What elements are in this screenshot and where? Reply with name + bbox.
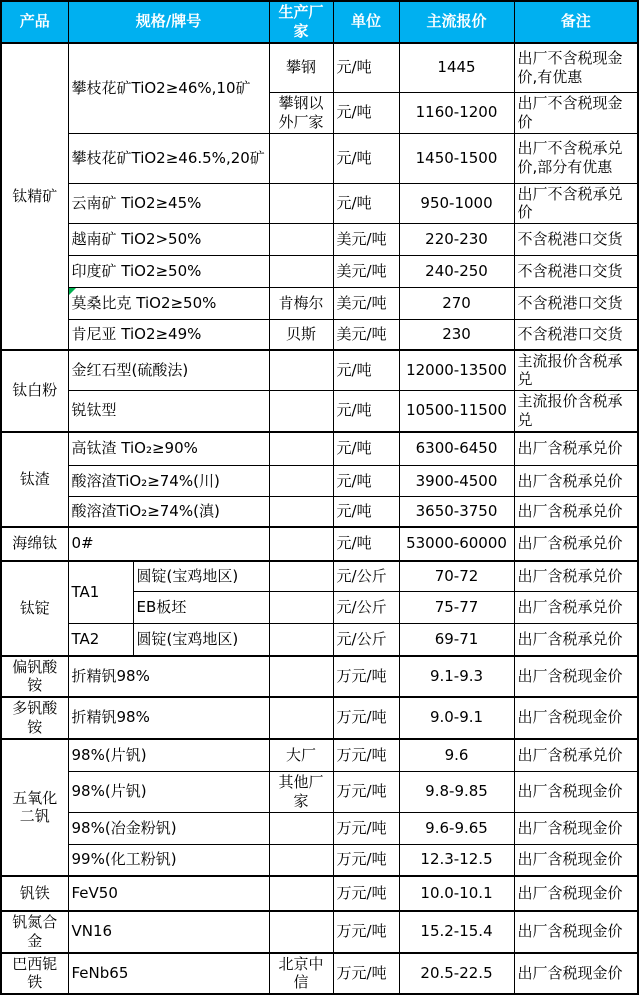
maker-cell: 北京中信: [269, 953, 333, 995]
table-row: [1, 43, 638, 93]
unit-cell: 万元/吨: [333, 812, 399, 844]
header-product: 产品: [1, 1, 68, 43]
product-cell: 海绵钛: [1, 527, 68, 561]
table-row: [1, 497, 638, 527]
product-cell: 钛渣: [1, 432, 68, 527]
note-cell: 出厂不含税现金价,有优惠: [514, 43, 638, 93]
unit-cell: 万元/吨: [333, 911, 399, 953]
header-price: 主流报价: [399, 1, 514, 43]
table-row: [1, 656, 638, 698]
spec-cell: 0#: [68, 527, 269, 561]
unit-cell: 美元/吨: [333, 224, 399, 256]
header-unit: 单位: [333, 1, 399, 43]
unit-cell: 美元/吨: [333, 288, 399, 320]
unit-cell: 元/吨: [333, 350, 399, 391]
note-cell: 出厂含税现金价: [514, 844, 638, 876]
price-cell: 9.6: [399, 739, 514, 772]
spec-cell: 攀枝花矿TiO2≥46.5%,20矿: [68, 133, 269, 183]
unit-cell: 万元/吨: [333, 697, 399, 739]
spec-cell: FeNb65: [68, 953, 269, 995]
note-cell: 不含税港口交货: [514, 288, 638, 320]
spec-cell: FeV50: [68, 876, 269, 911]
maker-cell: [269, 183, 333, 224]
unit-cell: 元/公斤: [333, 592, 399, 624]
maker-cell: 贝斯: [269, 320, 333, 350]
unit-cell: 元/吨: [333, 93, 399, 134]
maker-cell: [269, 561, 333, 592]
grade-cell: TA2: [68, 624, 133, 656]
maker-cell: [269, 256, 333, 288]
spec-cell: 印度矿 TiO2≥50%: [68, 256, 269, 288]
price-cell: 1160-1200: [399, 93, 514, 134]
spec-cell: 锐钛型: [68, 391, 269, 432]
spec-cell: 酸溶渣TiO₂≥74%(滇): [68, 497, 269, 527]
unit-cell: 元/公斤: [333, 624, 399, 656]
price-cell: 9.6-9.65: [399, 812, 514, 844]
unit-cell: 元/吨: [333, 466, 399, 497]
table-row: [1, 697, 638, 739]
price-cell: 12000-13500: [399, 350, 514, 391]
note-cell: 不含税港口交货: [514, 256, 638, 288]
unit-cell: 万元/吨: [333, 739, 399, 772]
table-row: [1, 432, 638, 466]
spec-cell: 越南矿 TiO2>50%: [68, 224, 269, 256]
note-cell: 出厂含税承兑价: [514, 561, 638, 592]
spec-cell: 98%(片钒): [68, 772, 269, 813]
note-cell: 出厂含税承兑价: [514, 432, 638, 466]
unit-cell: 元/吨: [333, 497, 399, 527]
maker-cell: [269, 224, 333, 256]
maker-cell: [269, 432, 333, 466]
unit-cell: 元/吨: [333, 43, 399, 93]
note-cell: 出厂含税现金价: [514, 772, 638, 813]
price-cell: 3650-3750: [399, 497, 514, 527]
unit-cell: 元/吨: [333, 183, 399, 224]
price-cell: 70-72: [399, 561, 514, 592]
table-row: [1, 953, 638, 995]
unit-cell: 万元/吨: [333, 656, 399, 698]
price-cell: 1445: [399, 43, 514, 93]
maker-cell: [269, 876, 333, 911]
table-row: [1, 288, 638, 320]
unit-cell: 元/吨: [333, 527, 399, 561]
price-cell: 53000-60000: [399, 527, 514, 561]
table-row: [1, 466, 638, 497]
price-cell: 240-250: [399, 256, 514, 288]
table-row: [1, 772, 638, 813]
maker-cell: [269, 350, 333, 391]
table-row: [1, 133, 638, 183]
price-cell: 270: [399, 288, 514, 320]
spec-cell: VN16: [68, 911, 269, 953]
spec-cell: 98%(冶金粉钒): [68, 812, 269, 844]
maker-cell: [269, 497, 333, 527]
product-cell: 钛精矿: [1, 43, 68, 350]
spec-cell: 云南矿 TiO2≥45%: [68, 183, 269, 224]
spec-cell: 圆锭(宝鸡地区): [133, 561, 269, 592]
maker-cell: [269, 133, 333, 183]
maker-cell: [269, 812, 333, 844]
price-cell: 9.8-9.85: [399, 772, 514, 813]
spec-cell: 酸溶渣TiO₂≥74%(川): [68, 466, 269, 497]
price-cell: 950-1000: [399, 183, 514, 224]
price-cell: 20.5-22.5: [399, 953, 514, 995]
maker-cell: [269, 592, 333, 624]
maker-cell: [269, 697, 333, 739]
maker-cell: 攀钢以外厂家: [269, 93, 333, 134]
table-row: [1, 739, 638, 772]
note-cell: 不含税港口交货: [514, 320, 638, 350]
spec-cell: 折精钒98%: [68, 656, 269, 698]
table-row: [1, 812, 638, 844]
price-cell: 220-230: [399, 224, 514, 256]
product-cell: 多钒酸铵: [1, 697, 68, 739]
spec-cell: 攀枝花矿TiO2≥46%,10矿: [68, 43, 269, 134]
maker-cell: [269, 527, 333, 561]
note-cell: 出厂含税承兑价: [514, 739, 638, 772]
table-row: [1, 391, 638, 432]
note-cell: 出厂含税现金价: [514, 812, 638, 844]
maker-cell: [269, 466, 333, 497]
product-cell: 偏钒酸铵: [1, 656, 68, 698]
product-cell: 钒氮合金: [1, 911, 68, 953]
note-cell: 出厂含税现金价: [514, 697, 638, 739]
spec-cell: 高钛渣 TiO₂≥90%: [68, 432, 269, 466]
price-cell: 15.2-15.4: [399, 911, 514, 953]
maker-cell: 攀钢: [269, 43, 333, 93]
note-cell: 出厂含税现金价: [514, 876, 638, 911]
product-cell: 钛白粉: [1, 350, 68, 432]
unit-cell: 元/吨: [333, 133, 399, 183]
price-cell: 10.0-10.1: [399, 876, 514, 911]
maker-cell: [269, 624, 333, 656]
table-row: [1, 911, 638, 953]
grade-cell: TA1: [68, 561, 133, 624]
table-row: [1, 320, 638, 350]
note-cell: 出厂含税现金价: [514, 656, 638, 698]
unit-cell: 美元/吨: [333, 320, 399, 350]
note-cell: 出厂含税承兑价: [514, 497, 638, 527]
unit-cell: 万元/吨: [333, 953, 399, 995]
price-cell: 1450-1500: [399, 133, 514, 183]
header-note: 备注: [514, 1, 638, 43]
spec-cell: 圆锭(宝鸡地区): [133, 624, 269, 656]
note-cell: 出厂含税承兑价: [514, 592, 638, 624]
table-row: [1, 624, 638, 656]
spec-cell: 肯尼亚 TiO2≥49%: [68, 320, 269, 350]
spec-cell: 99%(化工粉钒): [68, 844, 269, 876]
note-cell: 出厂含税承兑价: [514, 527, 638, 561]
note-cell: 主流报价含税承兑: [514, 350, 638, 391]
header-row: [1, 1, 638, 43]
table-row: [1, 256, 638, 288]
price-cell: 75-77: [399, 592, 514, 624]
maker-cell: [269, 391, 333, 432]
note-cell: 出厂含税现金价: [514, 911, 638, 953]
table-row: [1, 224, 638, 256]
product-cell: 五氧化二钒: [1, 739, 68, 877]
note-cell: 出厂不含税承兑价: [514, 183, 638, 224]
note-cell: 不含税港口交货: [514, 224, 638, 256]
note-cell: 出厂不含税现金价: [514, 93, 638, 134]
spec-cell: 金红石型(硫酸法): [68, 350, 269, 391]
price-cell: 10500-11500: [399, 391, 514, 432]
maker-cell: [269, 911, 333, 953]
spec-cell: EB板坯: [133, 592, 269, 624]
price-cell: 69-71: [399, 624, 514, 656]
table-row: [1, 350, 638, 391]
spec-cell: 98%(片钒): [68, 739, 269, 772]
unit-cell: 元/吨: [333, 432, 399, 466]
spec-text: 莫桑比克 TiO2≥50%: [71, 294, 217, 313]
maker-cell: 大厂: [269, 739, 333, 772]
maker-cell: 其他厂家: [269, 772, 333, 813]
header-spec: 规格/牌号: [68, 1, 269, 43]
unit-cell: 元/吨: [333, 391, 399, 432]
product-cell: 钛锭: [1, 561, 68, 656]
table-row: [1, 183, 638, 224]
product-cell: 巴西铌铁: [1, 953, 68, 995]
note-cell: 出厂含税现金价: [514, 953, 638, 995]
unit-cell: 万元/吨: [333, 844, 399, 876]
price-cell: 6300-6450: [399, 432, 514, 466]
price-cell: 230: [399, 320, 514, 350]
price-cell: 9.1-9.3: [399, 656, 514, 698]
table-row: [1, 844, 638, 876]
maker-cell: 肯梅尔: [269, 288, 333, 320]
note-cell: 出厂含税承兑价: [514, 466, 638, 497]
price-cell: 9.0-9.1: [399, 697, 514, 739]
table-row: [1, 561, 638, 592]
maker-cell: [269, 656, 333, 698]
header-maker: 生产厂家: [269, 1, 333, 43]
unit-cell: 万元/吨: [333, 772, 399, 813]
unit-cell: 美元/吨: [333, 256, 399, 288]
spec-cell: 折精钒98%: [68, 697, 269, 739]
comment-marker-icon: [69, 288, 76, 295]
product-cell: 钒铁: [1, 876, 68, 911]
price-cell: 12.3-12.5: [399, 844, 514, 876]
note-cell: 出厂不含税承兑价,部分有优惠: [514, 133, 638, 183]
unit-cell: 元/公斤: [333, 561, 399, 592]
note-cell: 主流报价含税承兑: [514, 391, 638, 432]
price-cell: 3900-4500: [399, 466, 514, 497]
maker-cell: [269, 844, 333, 876]
note-cell: 出厂含税承兑价: [514, 624, 638, 656]
table-row: [1, 527, 638, 561]
spec-cell: [68, 288, 269, 320]
table-row: [1, 876, 638, 911]
unit-cell: 万元/吨: [333, 876, 399, 911]
